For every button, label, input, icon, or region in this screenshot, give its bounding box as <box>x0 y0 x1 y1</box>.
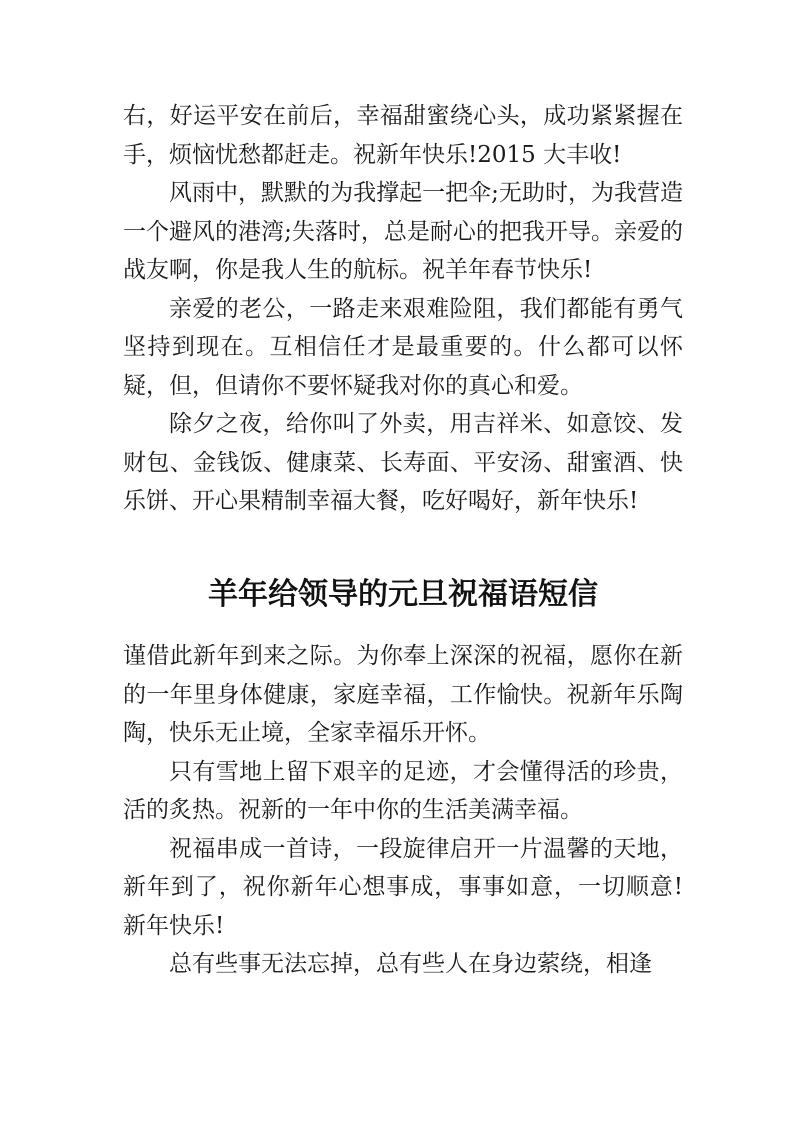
paragraph: 除夕之夜，给你叫了外卖，用吉祥米、如意饺、发财包、金钱饭、健康菜、长寿面、平安汤、甜蜜酒、快乐饼、开心果精制幸福大餐，吃好喝好，新年快乐! <box>123 411 683 514</box>
section-heading: 羊年给领导的元旦祝福语短信 <box>208 577 598 612</box>
paragraph: 谨借此新年到来之际。为你奉上深深的祝福，愿你在新的一年里身体健康，家庭幸福，工作愉快。祝新年乐陶陶，快乐无止境，全家幸福乐开怀。 <box>123 643 683 746</box>
paragraph: 右，好运平安在前后，幸福甜蜜绕心头，成功紧紧握在手，烦恼忧愁都赶走。祝新年快乐!2015 大丰收! <box>123 103 683 168</box>
paragraph: 只有雪地上留下艰辛的足迹，才会懂得活的珍贵，活的炙热。祝新的一年中你的生活美满幸福。 <box>123 758 683 823</box>
paragraph: 总有些事无法忘掉，总有些人在身边萦绕，相逢 <box>169 951 652 977</box>
paragraph: 祝福串成一首诗，一段旋律启开一片温馨的天地，新年到了，祝你新年心想事成，事事如意，一切顺意!新年快乐! <box>123 835 683 939</box>
paragraph: 风雨中，默默的为我撑起一把伞;无助时，为我营造一个避风的港湾;失落时，总是耐心的把我开导。亲爱的战友啊，你是我人生的航标。祝羊年春节快乐! <box>123 180 683 283</box>
paragraph: 亲爱的老公，一路走来艰难险阻，我们都能有勇气坚持到现在。互相信任才是最重要的。什么都可以怀疑，但，但请你不要怀疑我对你的真心和爱。 <box>123 295 683 399</box>
section-1-body <box>123 97 683 521</box>
section-2-body <box>123 637 683 984</box>
